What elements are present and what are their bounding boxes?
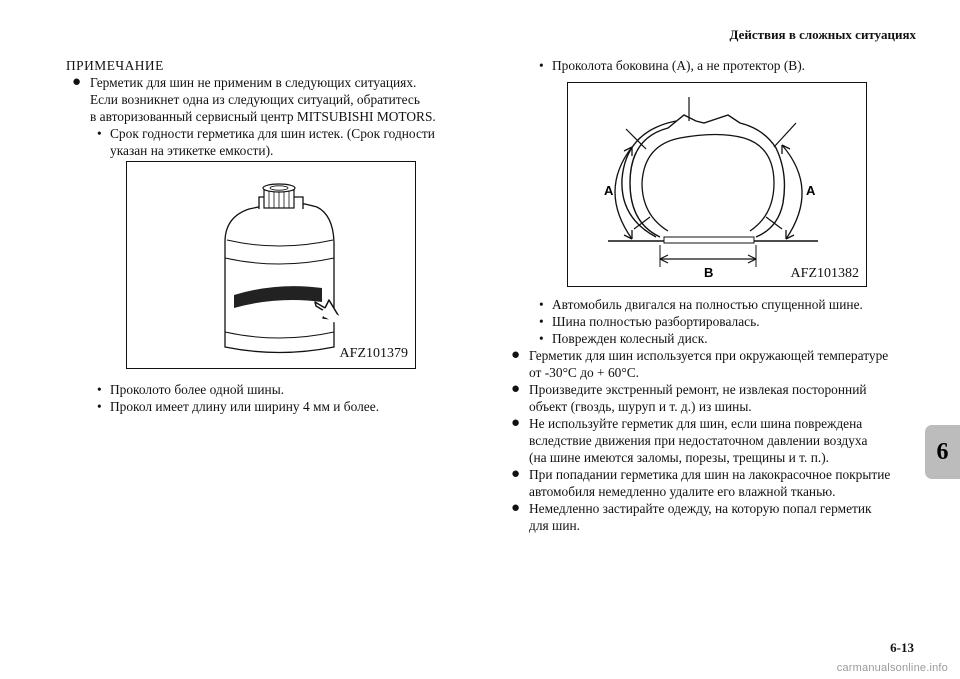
note-line: в авторизованный сервисный центр MITSUBISHI MOTORS. [90, 109, 436, 124]
note-title: ПРИМЕЧАНИЕ [66, 58, 164, 73]
note-bullet [511, 500, 872, 534]
note-line: вследствие движения при недостаточном давлении воздуха [529, 433, 868, 448]
bullet-glyph: ● [72, 74, 82, 90]
note-sub-item [539, 330, 708, 347]
bullet-glyph: ● [511, 381, 521, 397]
tire-section-figure [567, 82, 867, 287]
note-line: (на шине имеются заломы, порезы, трещины и т. п.). [529, 450, 830, 465]
page-number: 6-13 [890, 640, 914, 655]
note-line: указан на этикетке емкости). [110, 143, 274, 158]
note-line: от -30°C до + 60°C. [529, 365, 639, 380]
note-line: Герметик для шин не применим в следующих ситуациях. [90, 75, 417, 90]
sub-bullet-glyph: • [539, 58, 544, 73]
bullet-glyph: ● [511, 415, 521, 431]
note-line: Герметик для шин используется при окружающей температуре [529, 348, 889, 363]
figure-code-label: AFZ101382 [788, 266, 862, 282]
note-line: Проколото более одной шины. [110, 382, 285, 397]
note-sub-item [539, 296, 863, 313]
note-line: Поврежден колесный диск. [552, 331, 708, 346]
note-line: Срок годности герметика для шин истек. (Срок годности [110, 126, 435, 141]
note-sub-item [97, 398, 379, 415]
note-line: автомобиля немедленно удалите его влажной тканью. [529, 484, 836, 499]
note-line: Проколота боковина (A), а не протектор (B). [552, 58, 806, 73]
bullet-glyph: ● [511, 466, 521, 482]
note-line: Если возникнет одна из следующих ситуаций, обратитесь [90, 92, 420, 107]
sub-bullet-glyph: • [539, 314, 544, 329]
note-line: При попадании герметика для шин на лакокрасочное покрытие [529, 467, 891, 482]
note-bullet [511, 415, 867, 466]
sub-bullet-glyph: • [539, 297, 544, 312]
sealant-bottle-figure [126, 161, 416, 369]
section-header: Действия в сложных ситуациях [729, 27, 916, 42]
note-sub-item [539, 313, 760, 330]
note-line: объект (гвоздь, шуруп и т. д.) из шины. [529, 399, 752, 414]
sub-bullet-glyph: • [97, 126, 102, 141]
sealant-bottle-icon [127, 162, 415, 368]
label-a-left: A [604, 183, 614, 198]
sub-bullet-glyph: • [97, 399, 102, 414]
note-sub-item [97, 125, 435, 159]
note-sub-item [97, 381, 284, 398]
note-line: для шин. [529, 518, 580, 533]
note-sub-item [539, 57, 805, 74]
tire-cross-section-icon [568, 83, 866, 286]
note-line: Автомобиль двигался на полностью спущенной шине. [552, 297, 863, 312]
note-line: Не используйте герметик для шин, если шина повреждена [529, 416, 863, 431]
note-line: Шина полностью разбортировалась. [552, 314, 760, 329]
bullet-glyph: ● [511, 500, 521, 516]
note-bullet [511, 381, 867, 415]
label-a-right: A [806, 183, 816, 198]
note-line: Немедленно застирайте одежду, на которую попал герметик [529, 501, 872, 516]
label-b: B [704, 265, 714, 280]
note-line: Произведите экстренный ремонт, не извлекая посторонний [529, 382, 867, 397]
figure-code-label: AFZ101379 [337, 346, 411, 362]
note-main-bullet [72, 74, 436, 125]
sub-bullet-glyph: • [97, 382, 102, 397]
chapter-tab: 6 [925, 425, 960, 479]
note-line: Прокол имеет длину или ширину 4 мм и более. [110, 399, 380, 414]
note-bullet [511, 347, 888, 381]
bullet-glyph: ● [511, 347, 521, 363]
watermark: carmanualsonline.info [836, 662, 948, 674]
note-bullet [511, 466, 890, 500]
sub-bullet-glyph: • [539, 331, 544, 346]
